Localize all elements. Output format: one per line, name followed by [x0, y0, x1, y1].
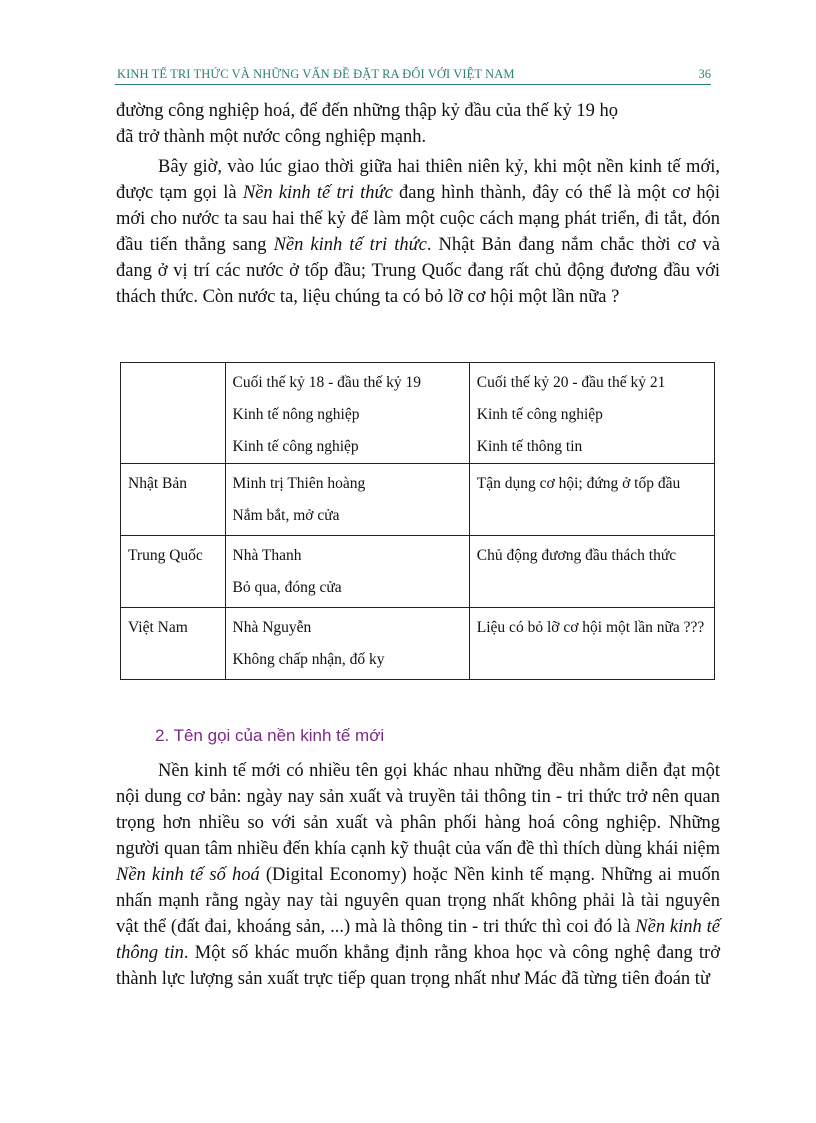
comparison-table: [120, 362, 715, 680]
table-cell: [225, 464, 469, 536]
paragraph-line: đã trở thành một nước công nghiệp mạnh.: [116, 127, 427, 147]
paragraph-text: Nền kinh tế mới có nhiều tên gọi khác nhau những đều nhằm diễn đạt một nội dung cơ bản: ngày nay sản xuất và truyền tải thông tin - tri thức trở nên quan trọng hơn nhiều so với sản xuất và phân phối hàng hoá công nghiệp. Những người quan tâm nhiều đến khía cạnh kỹ thuật của vấn đề thì thích dùng khái niệm: [116, 761, 720, 859]
paragraph-text: đang hình thành, đây có thể là một cơ hội mới cho nước ta sau hai thế kỷ để làm một cuộc cách mạng phát triển, đi tắt, đón đầu tiến thẳng sang: [116, 183, 720, 255]
running-header-title: KINH TẾ TRI THỨC VÀ NHỮNG VẤN ĐỀ ĐẶT RA ĐỐI VỚI VIỆT NAM: [117, 67, 515, 81]
table-cell: [225, 608, 469, 680]
table-cell: [225, 536, 469, 608]
italic-term: Nền kinh tế số hoá: [116, 865, 260, 885]
italic-term: Nền kinh tế thông tin: [116, 917, 720, 963]
table-row: [121, 464, 715, 536]
section-heading: 2. Tên gọi của nền kinh tế mới: [155, 726, 385, 745]
cell-line: Minh trị Thiên hoàng: [232, 475, 366, 492]
table-header-cell: [469, 363, 714, 464]
table-cell: Liệu có bỏ lỡ cơ hội một lần nữa ???: [469, 608, 714, 680]
paragraph-text: (Digital Economy) hoặc Nền kinh tế mạng. Những ai muốn nhấn mạnh rằng ngày nay tài nguyên quan trọng nhất không phải là tài nguyên vật thể (đất đai, khoáng sản, ...) mà là thông tin - tri thức thì coi đó là: [116, 865, 720, 937]
italic-term: Nền kinh tế tri thức: [242, 183, 393, 203]
cell-line: Không chấp nhận, đố ky: [232, 651, 385, 668]
economy-label: Kinh tế nông nghiệp: [232, 406, 360, 423]
table-cell: Chủ động đương đầu thách thức: [469, 536, 714, 608]
table-row: [121, 536, 715, 608]
country-cell: Nhật Bản: [121, 464, 226, 536]
cell-line: Nhà Thanh: [232, 547, 302, 564]
cell-line: Bỏ qua, đóng cửa: [232, 579, 342, 596]
paragraph-line: đường công nghiệp hoá, để đến những thập kỷ đầu của thế kỷ 19 họ: [116, 101, 618, 121]
italic-term: Nền kinh tế tri thức: [273, 235, 427, 255]
page-number: 36: [698, 67, 711, 81]
cell-line: Nhà Nguyễn: [232, 619, 312, 636]
running-header: [115, 64, 711, 86]
table-header-cell: [225, 363, 469, 464]
country-cell: Việt Nam: [121, 608, 226, 680]
paragraph-continuation: [116, 98, 720, 150]
economy-label: Kinh tế thông tin: [476, 438, 583, 455]
country-cell: Trung Quốc: [121, 536, 226, 608]
paragraph-names: [116, 758, 720, 992]
header-rule: [115, 84, 711, 85]
paragraph-text: . Nhật Bản đang nắm chắc thời cơ và đang ở vị trí các nước ở tốp đầu; Trung Quốc đang rất chủ động đương đầu với thách thức. Còn nước ta, liệu chúng ta có bỏ lỡ cơ hội một lần nữa ?: [116, 235, 720, 307]
table-row: [121, 608, 715, 680]
table-cell: Tận dụng cơ hội; đứng ở tốp đầu: [469, 464, 714, 536]
table-corner-cell: [121, 363, 226, 464]
period-label: Cuối thế kỷ 20 - đầu thế kỷ 21: [476, 374, 666, 391]
economy-label: Kinh tế công nghiệp: [476, 406, 603, 423]
paragraph-text: Bây giờ, vào lúc giao thời giữa hai thiên niên kỷ, khi một nền kinh tế mới, được tạm gọi là: [116, 157, 720, 203]
paragraph-text: . Một số khác muốn khẳng định rằng khoa học và công nghệ đang trở thành lực lượng sản xuất trực tiếp quan trọng nhất như Mác đã từng tiên đoán từ: [116, 943, 720, 989]
cell-line: Nắm bắt, mở cửa: [232, 507, 340, 524]
period-label: Cuối thế kỷ 18 - đầu thế kỷ 19: [232, 374, 422, 391]
table-header-row: [121, 363, 715, 464]
economy-label: Kinh tế công nghiệp: [232, 438, 359, 455]
paragraph-opportunity: [116, 154, 720, 310]
